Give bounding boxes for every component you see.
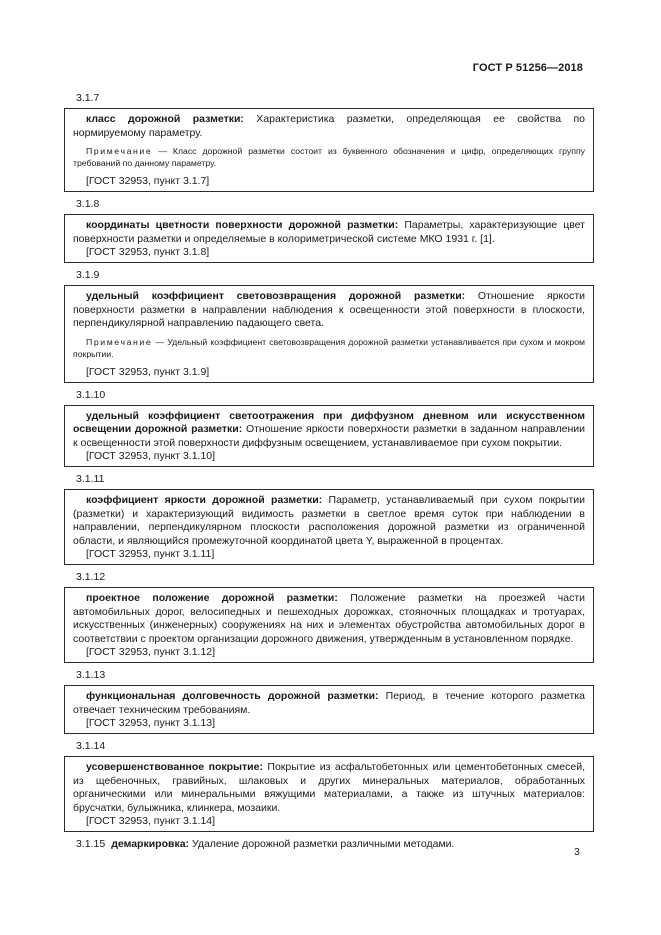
term-definition [73, 219, 585, 246]
term-number: 3.1.11 [76, 473, 105, 485]
term-definition-text: Положение разметки на проезжей части автомобильных дорог, велосипедных и пешеходных дорожках, стояночных площадках и тротуарах, искусственных (инженерных) сооружениях на них и элементах обустройства автомобильных дорог в соответствии с проектом организации дорожного движения, утвержденным в установленном порядке. [73, 592, 585, 645]
note-text: — Класс дорожной разметки состоит из буквенного обозначения и цифр, определяющих группу требований по данному параметру. [73, 146, 585, 168]
term-definition-text: Параметры, характеризующие цвет поверхности разметки и определяемые в колориметрической системе МКО 1931 г. [1]. [73, 219, 585, 245]
term-definition [73, 592, 585, 646]
term-note [73, 145, 585, 169]
note-label: Примечание [86, 146, 153, 156]
term-note [73, 336, 585, 360]
term-box [64, 405, 594, 468]
term-box [64, 214, 594, 263]
term-name: проектное положение дорожной разметки: [86, 592, 338, 604]
term-number: 3.1.13 [76, 669, 106, 681]
term-definition [73, 410, 585, 451]
term-definition-text: Удаление дорожной разметки различными методами. [189, 838, 455, 850]
term-number: 3.1.14 [76, 740, 106, 752]
term-box [64, 285, 594, 383]
term-definition [73, 494, 585, 548]
term-definition-text: Покрытие из асфальтобетонных или цементобетонных смесей, из щебеночных, гравийных, шлаковых и других минеральных материалов, обработанных органическими или минеральными вяжущими материалами, а также из штучных материалов: брусчатки, булыжника, клинкера, мозаики. [73, 761, 585, 814]
term-box [64, 685, 594, 734]
term-name: демаркировка: [111, 838, 190, 850]
term-reference: [ГОСТ 32953, пункт 3.1.12] [86, 646, 216, 658]
term-definition [73, 113, 585, 140]
term-number: 3.1.12 [76, 571, 106, 583]
term-name: коэффициент яркости дорожной разметки: [86, 494, 323, 506]
terms-section [64, 92, 594, 851]
term-name: класс дорожной разметки: [86, 113, 244, 125]
term-number: 3.1.8 [76, 198, 100, 210]
page-number: 3 [574, 846, 580, 858]
term-definition-text: Отношение яркости поверхности разметки в направлении наблюдения к освещенности этой поверхности в плоскости, перпендикулярной направлению падающего света. [73, 290, 585, 329]
term-number: 3.1.10 [76, 388, 106, 401]
term-definition [73, 761, 585, 815]
term-box [64, 587, 594, 663]
term-reference: [ГОСТ 32953, пункт 3.1.7] [86, 175, 210, 187]
term-name: координаты цветности поверхности дорожной разметки: [86, 219, 399, 231]
term-name: усовершенствованное покрытие: [86, 761, 263, 773]
term-reference: [ГОСТ 32953, пункт 3.1.14] [86, 815, 216, 827]
term-box [64, 108, 594, 192]
term-name: удельный коэффициент светоотражения при диффузном дневном или искусственном освещении дорожной разметки: [73, 409, 585, 435]
term-name: функциональная долговечность дорожной разметки: [86, 690, 379, 702]
term-box [64, 489, 594, 565]
term-definition-text: Отношение яркости поверхности разметки в заданном направлении к освещенности этой поверхности диффузным освещением, устанавливаемое при сухом покрытии. [73, 423, 585, 449]
note-text: — Удельный коэффициент световозвращения дорожной разметки устанавливается при сухом и мокром покрытии. [73, 336, 585, 359]
term-definition [73, 290, 585, 331]
term-definition-text: Период, в течение которого разметка отвечает техническим требованиям. [73, 690, 585, 716]
last-term [76, 838, 594, 851]
note-label: Примечание [86, 336, 153, 347]
term-number: 3.1.7 [76, 92, 100, 104]
document-code: ГОСТ Р 51256—2018 [472, 62, 583, 74]
term-reference: [ГОСТ 32953, пункт 3.1.9] [86, 365, 210, 378]
term-definition-text: Характеристика разметки, определяющая ее свойства по нормируемому параметру. [73, 113, 585, 139]
term-definition [73, 690, 585, 717]
term-definition-text: Параметр, устанавливаемый при сухом покрытии (разметки) и характеризующий видимость разметки в светлое время суток при наблюдении в направлении, перпендикулярном плоскости расположения дорожной разметки из ограниченной области, и являющийся промежуточной координатой цвета Y, выраженной в процентах. [73, 494, 585, 547]
term-number: 3.1.15 [76, 838, 106, 850]
term-number: 3.1.9 [76, 269, 100, 281]
term-name: удельный коэффициент световозвращения дорожной разметки: [86, 290, 466, 302]
term-reference: [ГОСТ 32953, пункт 3.1.13] [86, 717, 216, 729]
term-reference: [ГОСТ 32953, пункт 3.1.8] [86, 246, 210, 258]
term-reference: [ГОСТ 32953, пункт 3.1.11] [86, 548, 215, 560]
term-box [64, 756, 594, 832]
term-reference: [ГОСТ 32953, пункт 3.1.10] [86, 450, 216, 462]
